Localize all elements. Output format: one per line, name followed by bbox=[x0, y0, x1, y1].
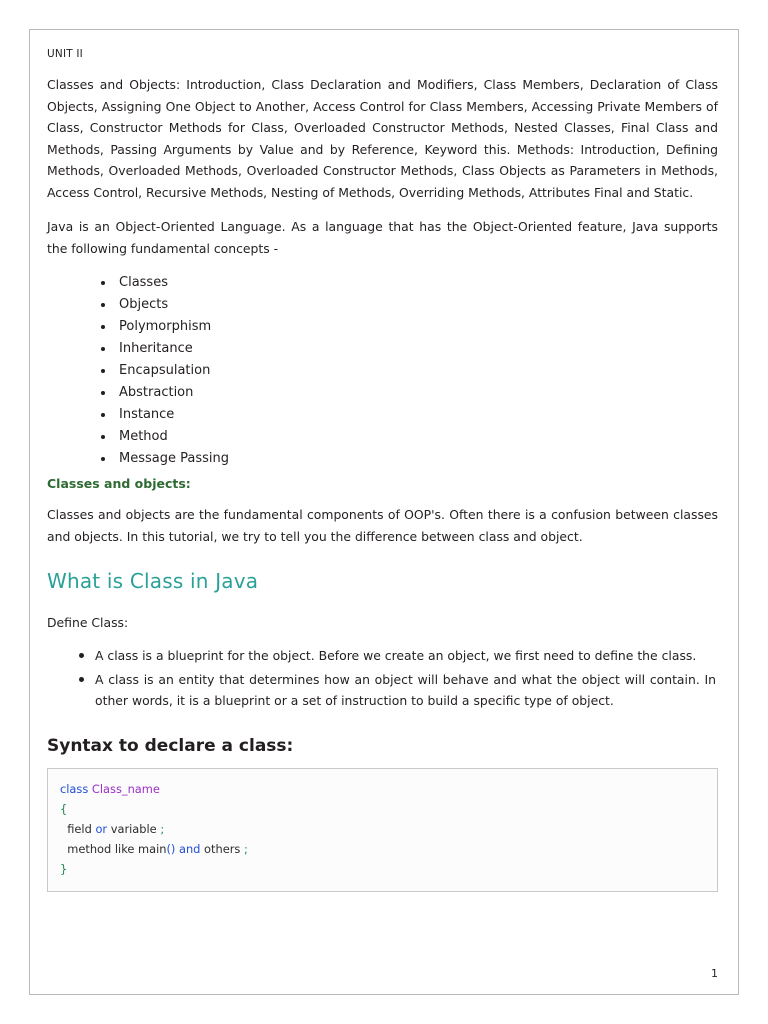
list-item: Classes bbox=[119, 272, 718, 294]
list-item: Instance bbox=[119, 404, 718, 426]
code-class-name: Class_name bbox=[91, 781, 160, 796]
page-border-frame bbox=[29, 29, 739, 995]
list-item: Inheritance bbox=[119, 338, 718, 360]
syllabus-paragraph: Classes and Objects: Introduction, Class Declaration and Modifiers, Class Members, Declaration of Class Objects, Assigning One Object to Another, Access Control for Class Members, Accessing Private Members of Class, Constructor Methods for Class, Overloaded Constructor Methods, Nested Classes, Final Class and Methods, Passing Arguments by Value and by Reference, Keyword this. Methods: Introduction, Defining Methods, Overloaded Methods, Overloaded Constructor Methods, Class Objects as Parameters in Methods, Access Control, Recursive Methods, Nesting of Methods, Overriding Methods, Attributes Final and Static. bbox=[47, 77, 718, 200]
list-item: A class is a blueprint for the object. Before we create an object, we first need to define the class. bbox=[95, 645, 718, 667]
list-item: Polymorphism bbox=[119, 316, 718, 338]
list-item: Abstraction bbox=[119, 382, 718, 404]
list-item: A class is an entity that determines how an object will behave and what the object will contain. In other words, it is a blueprint or a set of instruction to build a specific type of object. bbox=[95, 669, 718, 712]
classes-and-objects-paragraph: Classes and objects are the fundamental components of OOP's. Often there is a confusion between classes and objects. In this tutorial, we try to tell you the difference between class and object. bbox=[47, 507, 718, 544]
code-block bbox=[47, 768, 718, 892]
list-item: Encapsulation bbox=[119, 360, 718, 382]
define-class-list bbox=[47, 645, 718, 712]
code-open-brace: { bbox=[60, 801, 68, 816]
code-line-4 bbox=[60, 839, 705, 859]
code-line-5 bbox=[60, 859, 705, 879]
classes-and-objects-heading: Classes and objects: bbox=[47, 476, 191, 491]
syntax-heading: Syntax to declare a class: bbox=[47, 735, 294, 756]
code-close-brace: } bbox=[60, 861, 68, 876]
code-keyword-class: class bbox=[60, 781, 89, 796]
code-semicolon: ; bbox=[160, 821, 165, 836]
code-field-text: field bbox=[67, 821, 96, 836]
code-keyword-and: and bbox=[175, 841, 201, 856]
list-item: Objects bbox=[119, 294, 718, 316]
code-line-1 bbox=[60, 779, 705, 799]
intro-paragraph: Java is an Object-Oriented Language. As a language that has the Object-Oriented feature, Java supports the following fundamental concepts - bbox=[47, 219, 718, 256]
define-class-label: Define Class: bbox=[47, 615, 129, 630]
code-line-2 bbox=[60, 799, 705, 819]
list-item: Message Passing bbox=[119, 448, 718, 470]
concepts-list bbox=[47, 272, 718, 470]
code-variable-text: variable bbox=[107, 821, 161, 836]
list-item: Method bbox=[119, 426, 718, 448]
code-keyword-or: or bbox=[95, 821, 108, 836]
unit-heading: UNIT II bbox=[47, 48, 83, 60]
code-line-3 bbox=[60, 819, 705, 839]
code-semicolon: ; bbox=[243, 841, 248, 856]
code-method-text: method like main bbox=[67, 841, 167, 856]
code-others-text: others bbox=[200, 841, 244, 856]
what-is-class-heading: What is Class in Java bbox=[47, 569, 259, 593]
page-number: 1 bbox=[711, 967, 718, 980]
code-parentheses: () bbox=[166, 841, 176, 856]
